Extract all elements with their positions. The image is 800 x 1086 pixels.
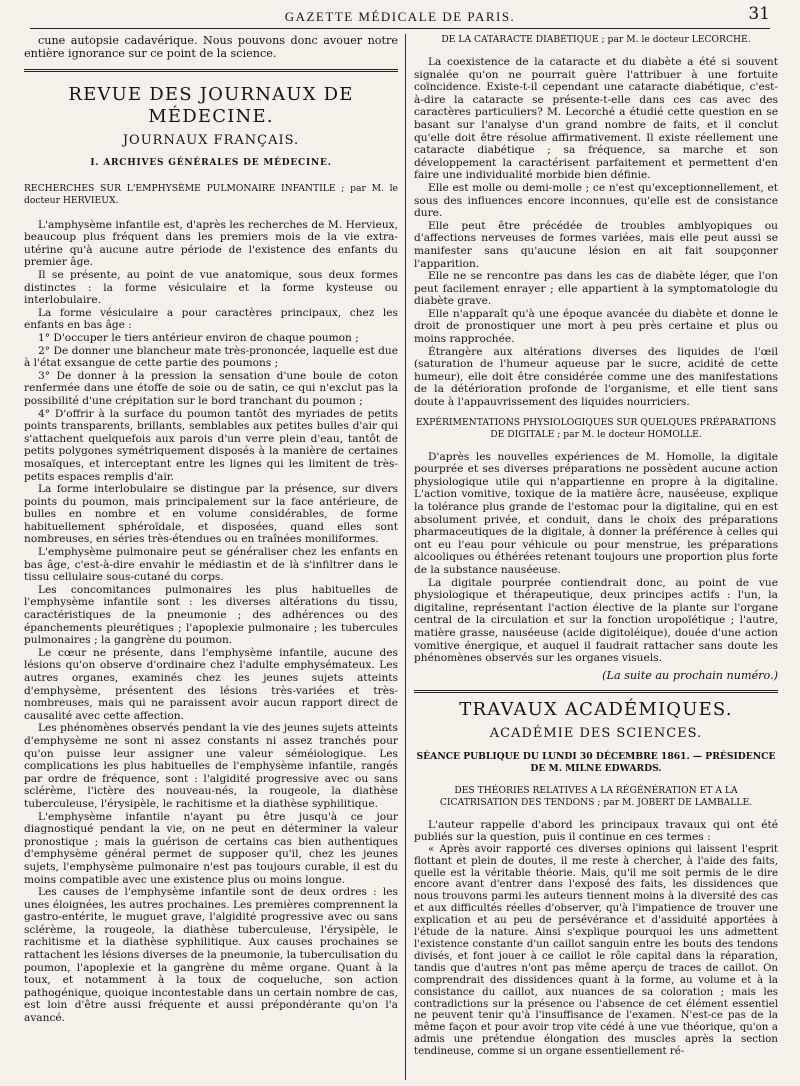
- paragraph: 4° D'offrir à la surface du poumon tantôt des myriades de petits points transparents, brillants, semblables aux petites bulles d'air qui s'attachent quelquefois aux parois d'un verre plein d'eau, tantôt de petits polygones symétriquement disposés à la manière de certaines mosaïques, et interceptant entre les lignes qui les limitent de très-petits espaces remplis d'air.: [24, 407, 398, 483]
- article-body-cataracte: [414, 56, 778, 409]
- paragraph: Elle peut être précédée de troubles amblyopiques ou d'affections nerveuses de formes variées, mais elle peut aussi se manifester sans qu'aucune lésion en ait fait soupçonner l'apparition.: [414, 219, 778, 270]
- paragraph: 1° D'occuper le tiers antérieur environ de chaque poumon ;: [38, 331, 359, 344]
- seance-heading: SÉANCE PUBLIQUE DU LUNDI 30 DÉCEMBRE 1861. — PRÉSIDENCE DE M. MILNE EDWARDS.: [416, 750, 776, 774]
- article-heading-tendons: DES THÉORIES RELATIVES A LA RÉGÉNÉRATION ET A LA CICATRISATION DES TENDONS ; par M. JOBERT DE LAMBALLE.: [439, 784, 753, 808]
- right-column: [414, 34, 778, 1080]
- page-header: [30, 6, 770, 29]
- article-heading-digitale: EXPÉRIMENTATIONS PHYSIOLOGIQUES SUR QUELQUES PRÉPARATIONS DE DIGITALE ; par M. le docteur HOMOLLE.: [415, 416, 777, 440]
- running-title: GAZETTE MÉDICALE DE PARIS.: [284, 9, 516, 24]
- paragraph: La digitale pourprée contiendrait donc, au point de vue physiologique et thérapeutique, deux principes actifs : l'un, la digitaline, représentant l'action élective de la plante sur l'organe central de la circulation et sur la fonction uropoïétique ; l'autre, matière grasse, nauséeuse (acide digitoléique), douée d'une action vomitive énergique, et auquel il faudrait rattacher sans doute les phénomènes observés sur les organes visuels.: [414, 576, 778, 665]
- paragraph: 3° De donner à la pression la sensation d'une boule de coton renfermée dans une étoffe de soie ou de satin, ce qui n'exclut pas la possibilité d'une crépitation sur le bord tranchant du poumon ;: [24, 369, 398, 407]
- article-heading-emphyseme: RECHERCHES SUR L'EMPHYSÈME PULMONAIRE INFANTILE ; par M. le docteur HERVIEUX.: [24, 182, 398, 206]
- article-body-emphyseme: [24, 219, 398, 1025]
- paragraph: Elle n'apparaît qu'à une époque avancée du diabète et donne le droit de pronostiquer une mort à peu près certaine et plus ou moins rapprochée.: [414, 307, 778, 346]
- paragraph: 2° De donner une blancheur mate très-prononcée, laquelle est due à l'état exsangue de cette partie des poumons ;: [24, 344, 398, 370]
- article-heading-cataracte: DE LA CATARACTE DIABÉTIQUE ; par M. le docteur LECORCHÉ.: [441, 34, 751, 45]
- intro-paragraph: cune autopsie cadavérique. Nous pouvons donc avouer notre entière ignorance sur ce point de la science.: [24, 34, 398, 61]
- paragraph: La coexistence de la cataracte et du diabète a été si souvent signalée qu'on ne pourrait guère l'attribuer à une fortuite coïncidence. Existe-t-il cependant une cataracte diabétique, c'est-à-dire la cataracte se présente-t-elle dans ces cas avec des caractères particuliers? M. Lecorché a étudié cette question en se basant sur l'analyse d'un grand nombre de faits, et il conclut qu'elle doit être résolue affirmativement. Il existe réellement une cataracte diabétique ; sa fréquence, sa marche et son développement la caractérisent parfaitement et permettent d'en faire une individualité morbide bien définie.: [414, 56, 778, 182]
- paragraph: La forme interlobulaire se distingue par la présence, sur divers points du poumon, mais principalement sur la face antérieure, de bulles en nombre et en volume considérables, de forme habituellement sphéroïdale, et disposées, quand elles sont nombreuses, en séries très-étendues ou en traînées moniliformes.: [24, 483, 398, 546]
- paragraph: Elle est molle ou demi-molle ; ce n'est qu'exceptionnellement, et sous des influences encore inconnues, qu'elle est de consistance dure.: [414, 181, 778, 220]
- column-divider: [405, 34, 406, 1080]
- left-column: [24, 34, 398, 1080]
- paragraph: Étrangère aux altérations diverses des liquides de l'œil (saturation de l'humeur aqueuse par le sucre, acidité de cette humeur), elle doit être considérée comme une des manifestations de la détérioration profonde de l'organisme, et elle tient sans doute à l'appauvrissement des liquides nourriciers.: [414, 345, 778, 409]
- article-body-digitale: [414, 451, 778, 665]
- paragraph: D'après les nouvelles expériences de M. Homolle, la digitale pourprée et ses diverses préparations ne possèdent aucune action physiologique utile qui n'appartienne en propre à la digitaline. L'action vomitive, toxique de la matière âcre, nauséeuse, explique la tolérance plus grande de l'estomac pour la digitaline, qui en est absolument privée, et conduit, dans le choix des préparations pharmaceutiques de la digitale, à donner la préférence à celles qui ont eu l'eau pour véhicule ou pour menstrue, les préparations alcooliques ou éthérées retenant toujours une proportion plus forte de la substance nauséeuse.: [414, 450, 778, 576]
- paragraph: L'amphysème infantile est, d'après les recherches de M. Hervieux, beaucoup plus fréquent dans les premiers mois de la vie extra-utérine qu'à aucune autre période de l'existence des enfants du premier âge.: [24, 218, 398, 269]
- paragraph: Il se présente, au point de vue anatomique, sous deux formes distinctes : la forme vésiculaire et la forme kysteuse ou interlobulaire.: [24, 269, 398, 307]
- page-number: 31: [748, 4, 770, 24]
- paragraph: « Après avoir rapporté ces diverses opinions qui laissent l'esprit flottant et plein de doutes, il me reste à chercher, à l'aide des faits, quelle est la véritable théorie. Mais, qu'il me soit permis de le dire encore avant d'entrer dans l'exposé des faits, les dissidences que nous trouvons parmi les auteurs tiennent moins à la diversité des cas et aux difficultés réelles d'observer, qu'à l'impatience de trouver une explication et au peu de persévérance et d'assiduité apportées à l'étude de la nature. Ainsi s'explique pourquoi les uns admettent l'existence constante d'un caillot sanguin entre les bouts des tendons divisés, et font jouer à ce caillot le rôle capital dans la réparation, tandis que d'autres n'ont pas même aperçu de traces de caillot. On comprendrait des dissidences quant à la forme, au volume et à la consistance du caillot, aux nuances de sa coloration ; mais les contradictions sur la présence ou l'absence de cet élément essentiel ne peuvent tenir qu'à l'insuffisance de l'examen. N'est-ce pas de la même façon et pour avoir trop vite cédé à une vue théorique, qu'on a admis une prétendue élongation des muscles après la section tendineuse, comme si un organe essentiellement ré-: [414, 843, 778, 1058]
- paragraph: Elle ne se rencontre pas dans les cas de diabète léger, que l'on peut facilement enrayer ; elle appartient à la symptomatologie du diabète grave.: [414, 270, 778, 308]
- journaux-heading: JOURNAUX FRANÇAIS.: [122, 132, 300, 148]
- paragraph: Les phénomènes observés pendant la vie des jeunes sujets atteints d'emphysème ne sont ni assez constants ni assez tranchés pour qu'on puisse leur assigner une valeur séméiologique. Les complications les plus habituelles de l'emphysème infantile, rangés par ordre de fréquence, sont : l'algidité progressive avec ou sans sclérème, l'ictère des nouveau-nés, la rougeole, la diathèse tuberculeuse, l'érysipèle, le rachitisme et la diathèse syphilitique.: [24, 722, 398, 810]
- paragraph: L'emphysème infantile n'ayant pu être jusqu'à ce jour diagnostiqué pendant la vie, on ne peut en déterminer la valeur pronostique ; mais la guérison de certains cas bien authentiques d'emphysème général permet de supposer qu'il, chez les jeunes sujets, l'emphysème pulmonaire n'est pas toujours curable, il est du moins compatible avec une existence plus ou moins longue.: [24, 810, 398, 886]
- section-rule: [414, 690, 778, 693]
- revue-title: REVUE DES JOURNAUX DE MÉDECINE.: [68, 83, 354, 127]
- travaux-title: TRAVAUX ACADÉMIQUES.: [459, 699, 733, 721]
- paragraph: La forme vésiculaire a pour caractères principaux, chez les enfants en bas âge :: [24, 306, 398, 332]
- archives-heading: I. ARCHIVES GÉNÉRALES DE MÉDECINE.: [90, 158, 332, 169]
- paragraph: Les causes de l'emphysème infantile sont de deux ordres : les unes éloignées, les autres prochaines. Les premières comprennent la gastro-entérite, le muguet grave, l'algidité progressive avec ou sans sclérème, la rougeole, la diathèse tuberculeuse, l'érysipèle, le rachitisme et la diathèse syphilitique. Aux causes prochaines se rattachent les lésions diverses de la pneumonie, la tuberculisation du poumon, l'apoplexie et la gangrène du même organe. Quant à la toux, et notamment à la toux de coqueluche, son action pathogénique, quoique incontestable dans un certain nombre de cas, est loin d'être aussi fréquente et aussi prépondérante qu'on l'a avancé.: [24, 886, 398, 1025]
- paragraph: L'auteur rappelle d'abord les principaux travaux qui ont été publiés sur la question, puis il continue en ces termes :: [414, 818, 778, 844]
- article-body-tendons: [414, 819, 778, 1059]
- academie-heading: ACADÉMIE DES SCIENCES.: [489, 726, 703, 742]
- paragraph: Les concomitances pulmonaires les plus habituelles de l'emphysème infantile sont : les diverses altérations du tissu, caractéristiques de la pneumonie ; des adhérences ou des épanchements pleurétiques ; l'apoplexie pulmonaire ; les tubercules pulmonaires ; la gangrène du poumon.: [24, 583, 398, 647]
- paragraph: L'emphysème pulmonaire peut se généraliser chez les enfants en bas âge, c'est-à-dire envahir le médiastin et de là s'infiltrer dans le tissu cellulaire sous-cutané du corps.: [24, 546, 398, 584]
- continued-note: (La suite au prochain numéro.): [602, 668, 778, 682]
- paragraph: Le cœur ne présente, dans l'emphysème infantile, aucune des lésions qu'on observe d'ordinaire chez l'adulte emphysémateux. Les autres organes, examinés chez les jeunes sujets atteints d'emphysème, présentent des lésions très-variées et très-nombreuses, mais qui ne paraissent avoir aucun rapport direct de causalité avec cette affection.: [24, 646, 398, 722]
- section-rule: [24, 69, 398, 72]
